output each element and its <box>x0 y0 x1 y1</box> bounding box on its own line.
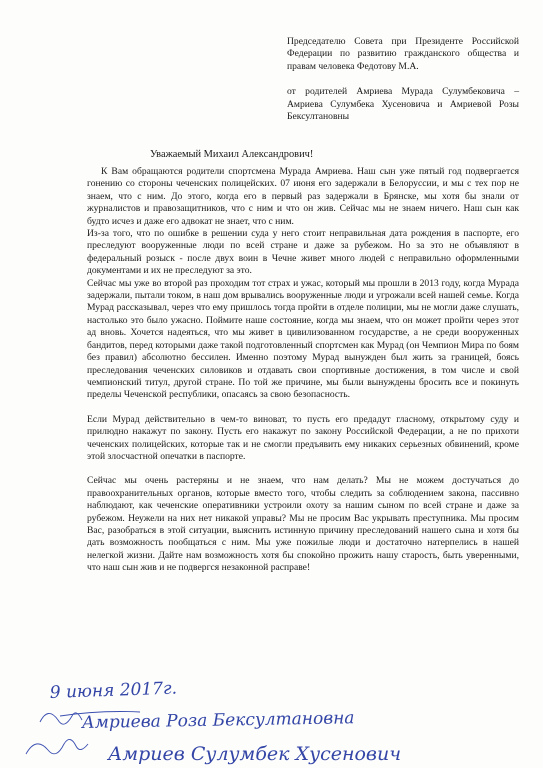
addressee-block <box>287 36 519 123</box>
handwritten-signature-mother: Амриева Роза Бексултановна <box>81 708 355 733</box>
salutation: Уважаемый Михаил Александрович! <box>150 149 314 160</box>
paragraph: Если Мурад действительно в чем-то виноват, то пусть его предадут гласному, открытому суду и прилюдно накажут по закону. Пусть его накажут по закону Российской Федерации, а не по прихоти чеченских полицейских, которые так и не смогли предъявить ему никаких серьезных обвинений, кроме этой злосчастной опечатки в паспорте. <box>87 413 519 462</box>
paragraph: Сейчас мы очень растеряны и не знаем, что нам делать? Мы не можем достучаться до правоохранительных органов, которые вместо того, чтобы следить за соблюдением закона, пассивно наблюдают, как чеченские оперативники устроили охоту за нашим сыном по всей стране и даже за рубежом. Неужели на них нет никакой управы? Мы не просим Вас укрывать преступника. Мы просим Вас, разобраться в этой ситуации, выяснить истинную причину преследований нашего сына и хотя бы дать возможность пообщаться с ним. Мы уже пожилые люди и достаточно натерпелись в нашей нелегкой жизни. Дайте нам возможность хотя бы спокойно прожить нашу старость, быть уверенными, что наш сын жив и не подвергся незаконной расправе! <box>87 475 519 574</box>
handwritten-signature-father: Амриев Сулумбек Хусенович <box>108 743 402 765</box>
letter-body <box>87 166 519 575</box>
signature-flourish-icon <box>40 713 82 724</box>
sender-text: от родителей Амриева Мурада Сулумбековича – Амриева Сулумбека Хусеновича и Амриевой Розы Бексултановны <box>287 86 519 123</box>
handwritten-signatures <box>0 676 543 768</box>
paragraph: Из-за того, что по ошибке в решении суда у него стоит неправильная дата рождения в паспорте, его преследуют вооруженные люди по всей стране и даже за рубежом. Но за это не объявляют в федеральный розыск - после двух воин в Чечне живет много людей с неправильно оформленными документами и их не преследуют за это. <box>87 228 519 277</box>
paragraph: Сейчас мы уже во второй раз проходим тот страх и ужас, который мы прошли в 2013 году, когда Мурада задержали, пытали током, в наш дом врывались вооруженные люди и угрожали всей нашей семье. Когда Мурад рассказывал, через что ему пришлось тогда пройти в отделе полиции, мы не могли даже слушать, настолько это было ужасно. Поймите наше состояние, когда мы знаем, что он может пройти через этот ад вновь. Хочется надеяться, что мы живет в цивилизованном государстве, а не среди вооруженных бандитов, перед которыми даже такой подготовленный спортсмен как Мурад (он Чемпион Мира по боям без правил) абсолютно бессилен. Именно поэтому Мурад вынужден был жить за границей, боясь преследования чеченских силовиков и отдавать свои спортивные достижения, в том числе и свой чемпионский титул, другой стране. По той же причине, мы были вынуждены бросить все и покинуть пределы Чеченской республики, опасаясь за свою безопасность. <box>87 277 519 401</box>
recipient-text: Председателю Совета при Президенте Российской Федерации по развитию гражданского общества и правам человека Федотову М.А. <box>287 36 519 72</box>
paragraph: К Вам обращаются родители спортсмена Мурада Амриева. Наш сын уже пятый год подвергается гонению со стороны чеченских полицейских. 07 июня его задержали в Белоруссии, и мы с тех пор не знаем, что с ним. До этого, когда его в первый раз задержали в Брянске, мы хотя бы знали от журналистов и правозащитников, что с ним и что он жив. Сейчас мы не знаем ничего. Наш сын как будто исчез и даже его адвокат не знает, что с ним. <box>87 166 519 227</box>
signature-drawing <box>0 676 543 768</box>
signature-flourish-icon <box>26 739 88 754</box>
handwritten-date: 9 июня 2017г. <box>49 678 178 703</box>
